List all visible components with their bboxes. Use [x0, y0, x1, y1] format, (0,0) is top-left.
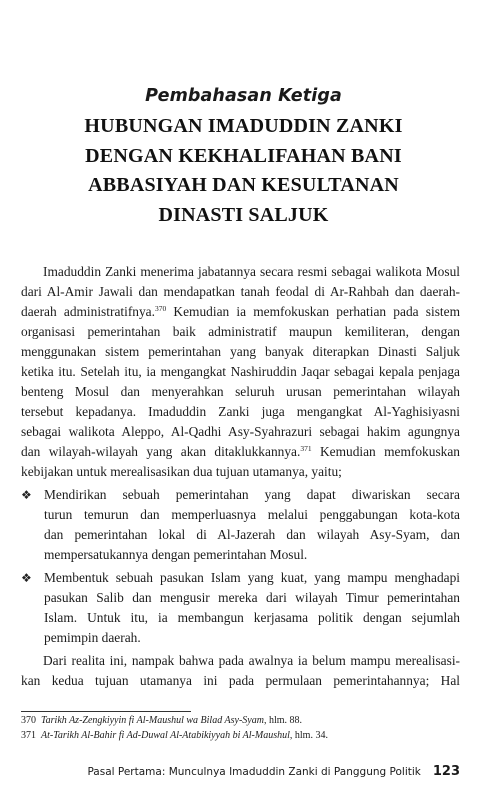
diamond-bullet-icon: ❖	[21, 488, 32, 502]
text-line: benteng Mosul dan menyerahkan seluruh urusan pemerintahan wilayah	[21, 384, 460, 399]
intro-paragraph	[21, 262, 460, 482]
page-number: 123	[432, 764, 460, 779]
text-line: pemimpin daerah.	[44, 630, 141, 645]
footnote-source-title: Tarikh Az-Zengkiyyin fi Al-Maushul wa Bilad Asy-Syam	[41, 715, 264, 726]
text-line: turun temurun dan memperluasnya melalui penggabungan kota-kota	[44, 507, 460, 522]
text-line	[21, 442, 460, 462]
text-line: kan kedua tujuan utamanya ini pada permulaan pemerintahannya; Hal	[21, 673, 460, 688]
footnote-ref[interactable]: 370	[154, 304, 167, 313]
footnote	[21, 713, 461, 728]
chapter-title	[30, 112, 457, 230]
text-line: Membentuk sebuah pasukan Islam yang kuat, yang mampu menghadapi	[44, 570, 460, 585]
text-segment: Kemudian ia memfokuskan perhatian pada sistem	[166, 304, 460, 319]
text-line: tersebut kepadanya. Imaduddin Zanki juga mengangkat Al-Yaghisiyasni	[21, 404, 460, 419]
footnote-source-title: At-Tarikh Al-Bahir fi Ad-Duwal Al-Atabikiyyah bi Al-Maushul	[41, 730, 290, 741]
footnote-divider	[21, 711, 191, 712]
text-line: Islam. Untuk itu, ia membangun kerjasama politik dengan sejumlah	[44, 610, 460, 625]
title-line: DINASTI SALJUK	[158, 203, 329, 226]
text-line: organisasi pemerintahan baik administratif maupun kemiliteran, dengan	[21, 324, 460, 339]
text-line: mempersatukannya dengan pemerintahan Mosul.	[44, 547, 308, 562]
text-line: Mendirikan sebuah pemerintahan yang dapat diwariskan secara	[44, 487, 460, 502]
text-segment: daerah administratifnya.	[21, 304, 155, 319]
running-head: Pasal Pertama: Munculnya Imaduddin Zanki di Panggung Politik	[87, 766, 421, 778]
bullet-item	[21, 485, 460, 565]
bullet-item	[21, 568, 460, 648]
text-line: menggunakan sistem pemerintahan yang banyak diterapkan Dinasti Saljuk	[21, 344, 460, 359]
footnote-page: , hlm. 34.	[289, 730, 328, 741]
footnote-number: 371	[21, 730, 36, 741]
text-line: dan pemerintahan lokal di Al-Jazerah dan wilayah Asy-Syam, dan	[44, 527, 460, 542]
page-footer	[0, 764, 460, 779]
closing-paragraph	[21, 651, 460, 691]
text-line: Imaduddin Zanki menerima jabatannya secara resmi sebagai walikota Mosul	[43, 264, 460, 279]
footnote-page: , hlm. 88.	[263, 715, 303, 726]
title-line: DENGAN KEKHALIFAHAN BANI	[85, 144, 402, 167]
text-line	[21, 302, 460, 322]
text-segment: dan wilayah-wilayah yang akan ditaklukkannya.	[21, 444, 301, 459]
text-line: ketika itu. Setelah itu, ia mengangkat Nashiruddin Jaqar sebagai kepala penjaga	[21, 364, 460, 379]
diamond-bullet-icon: ❖	[21, 571, 32, 585]
title-line: HUBUNGAN IMADUDDIN ZANKI	[84, 115, 403, 137]
footnote-ref[interactable]: 371	[300, 444, 312, 453]
text-line: kebijakan untuk merealisasikan dua tujuan utamanya, yaitu;	[21, 464, 342, 479]
text-line: pasukan Salib dan mengusir mereka dari wilayah Timur pemerintahan	[44, 590, 460, 605]
footnote	[21, 728, 461, 743]
footnotes	[21, 713, 461, 743]
text-line: dari Al-Amir Jawali dan mendapatkan tanah feodal di Ar-Rahbah dan daerah-	[21, 284, 460, 299]
text-line: sebagai walikota Aleppo, Al-Qadhi Asy-Syahrazuri sebagai hakim agungnya	[21, 424, 460, 439]
text-line: Dari realita ini, nampak bahwa pada awalnya ia belum mampu merealisasi-	[43, 653, 460, 668]
text-segment: Kemudian memfokuskan	[311, 444, 460, 459]
title-line: ABBASIYAH DAN KESULTANAN	[88, 174, 399, 196]
section-label: Pembahasan Ketiga	[145, 86, 342, 106]
body-text	[21, 262, 460, 691]
footnote-number: 370	[21, 715, 36, 726]
